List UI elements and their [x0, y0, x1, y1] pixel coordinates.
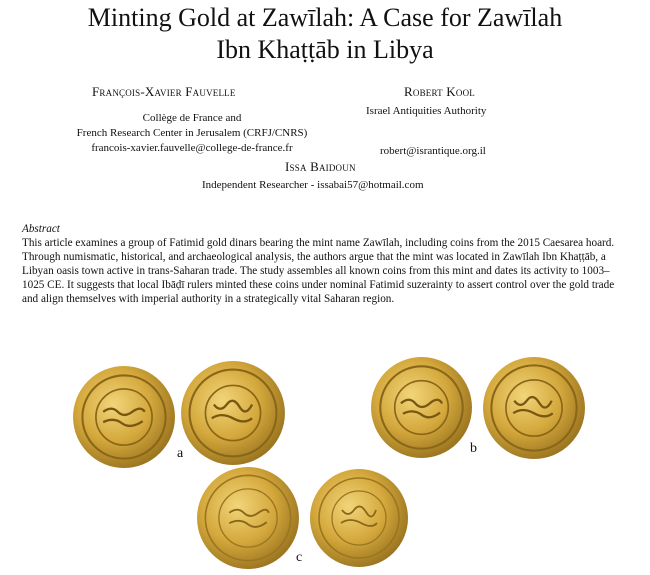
abstract-text: This article examines a group of Fatimid gold dinars bearing the mint name Zawīlah, including coins from the 2015 Caesarea hoard. Through numismatic, historical, and archaeological analysis, the authors argue that the mint was located in Zawīlah Ibn Khaṭṭāb, a Libyan oasis town active in trans-Saharan trade. The study assembles all known coins from this mint and dates its activity to 1003–1025 CE. It suggests that local Ibāḍī rulers minted these coins under nominal Fatimid suzerainty to assert control over the gold trade and align themselves with imperial authority in a strategically vital Saharan region. — [22, 237, 615, 305]
email-kool: robert@israntique.org.il — [380, 145, 486, 157]
author-name-fauvelle: François-Xavier Fauvelle — [92, 84, 236, 99]
affiliation-line: French Research Center in Jerusalem (CRFJ/CNRS) — [76, 126, 308, 139]
coin-a-reverse-image — [180, 360, 286, 466]
coin-face — [180, 360, 286, 466]
author-name-baidoun: Issa Baidoun — [285, 159, 356, 174]
abstract-label: Abstract — [22, 223, 60, 235]
coin-face — [370, 356, 473, 459]
coin-face — [72, 365, 176, 469]
title-line-1: Minting Gold at Zawīlah: A Case for Zawīlah — [87, 3, 563, 32]
affiliation-baidoun: Independent Researcher - issabai57@hotmail.com — [202, 179, 424, 191]
affiliation-fauvelle — [42, 111, 342, 156]
affiliation-kool: Israel Antiquities Authority — [366, 105, 487, 117]
author-name-kool: Robert Kool — [404, 84, 475, 99]
coin-b-obverse-image — [370, 356, 473, 459]
abstract — [22, 222, 622, 306]
affiliation-line: Collège de France and — [142, 112, 242, 124]
coin-c-reverse-image — [309, 468, 409, 568]
coin-b-reverse-image — [482, 356, 586, 460]
coin-c-obverse-image — [196, 466, 303, 570]
paper-title — [0, 2, 650, 66]
coin-a-obverse-image — [72, 365, 176, 469]
figure-label-c: c — [296, 550, 303, 565]
title-line-2: Ibn Khaṭṭāb in Libya — [216, 35, 434, 64]
coin-face — [196, 466, 303, 570]
figure-label-a: a — [177, 446, 184, 461]
figure-label-b: b — [470, 441, 477, 456]
coin-face — [309, 468, 409, 568]
coin-face — [482, 356, 586, 460]
email-fauvelle: francois-xavier.fauvelle@college-de-france.fr — [91, 142, 293, 154]
